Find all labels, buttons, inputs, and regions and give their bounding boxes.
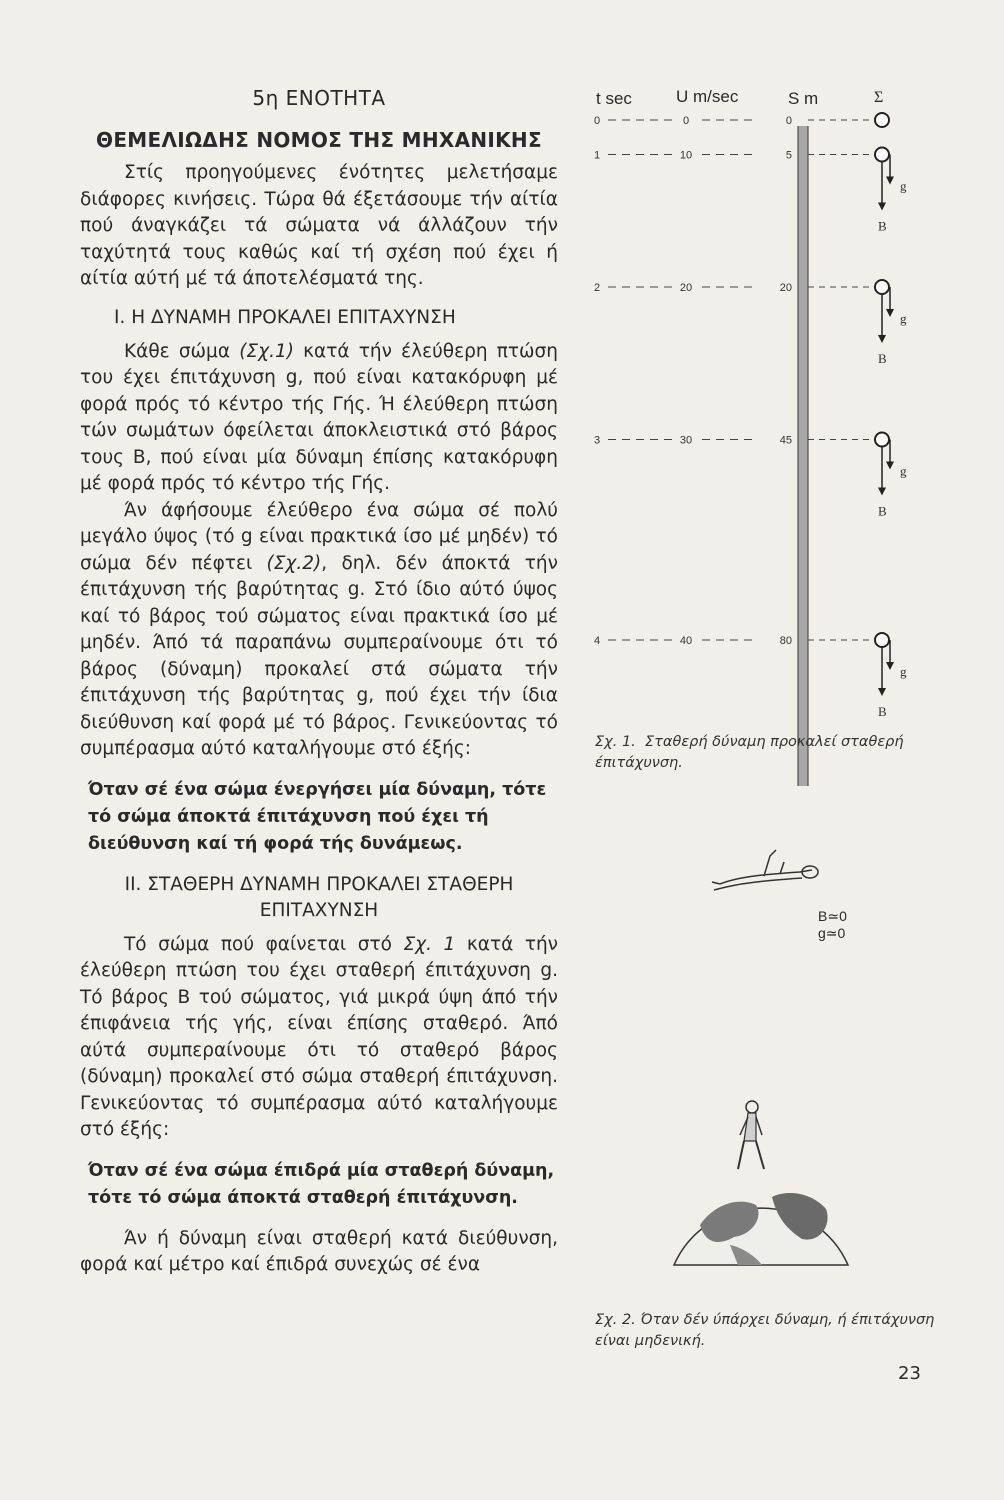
weight-arrowhead (878, 203, 886, 211)
row-t-value: 1 (594, 149, 601, 162)
section-1-heading: Ι. Η ΔΥΝΑΜΗ ΠΡΟΚΑΛΕΙ ΕΠΙΤΑΧΥΝΣΗ (114, 306, 456, 328)
section-2-heading: ΙΙ. ΣΤΑΘΕΡΗ ΔΥΝΑΜΗ ΠΡΟΚΑΛΕΙ ΣΤΑΘΕΡΗ ΕΠΙΤΑΧΥΝΣΗ (124, 873, 514, 921)
row-s-value: 0 (785, 115, 792, 127)
figure-2-space-body (700, 836, 850, 906)
row-t-value: 0 (594, 115, 601, 127)
figure-2-caption: Σχ. 2. Όταν δέν ύπάρχει δύναμη, ή έπιτάχυνση είναι μηδενική. (595, 1312, 935, 1349)
section-2-paragraph-2: Άν ή δύναμη είναι σταθερή κατά διεύθυνση, φορά καί μέτρο καί έπιδρά συνεχώς σέ ένα (80, 1227, 558, 1275)
b-label: B (878, 704, 887, 719)
header-s-m: S m (788, 89, 819, 108)
row-u-value: 0 (682, 115, 690, 127)
acceleration-arrowhead (886, 662, 894, 670)
row-s-value: 5 (785, 149, 792, 162)
row-u-value: 30 (679, 434, 693, 447)
measuring-pole (798, 126, 808, 786)
header-u-mps: U m/sec (676, 87, 739, 106)
section-1-paragraph-1: Κάθε σώμα (Σχ.1) κατά τήν έλεύθερη πτώση του έχει έπιτάχυνση g, πού είναι κατακόρυφη μέ φορά πρός τό κέντρο τής Γής. Ή έλεύθερη πτώση τών σωμάτων όφείλεται άποκλειστικά στό βάρος τους Β, πού είναι μία δύναμη έπίσης κατακόρυφη μέ φορά πρός τό κέντρο τής Γής. (80, 340, 558, 494)
falling-ball (875, 433, 889, 447)
intro-paragraph: Στίς προηγούμενες ένότητες μελετήσαμε διάφορες κινήσεις. Τώρα θά έξετάσουμε τήν αίτία πού άναγκάζει τά σώματα νά άλλάζουν τήν ταχύτητά τους καθώς καί τή σχέση πού έχει ή αίτία αύτή μέ τά άποτελέσματά της. (80, 162, 558, 289)
falling-ball (875, 633, 889, 647)
section-1-paragraph-2: Άν άφήσουμε έλεύθερο ένα σώμα σέ πολύ μεγάλο ύψος (τό g είναι πρακτικά ίσο μέ μηδέν) τό σώμα δέν πέφτει (Σχ.2), δηλ. δέν άποκτά τήν έπιτάχυνση τής βαρύτητας g. Στό ίδιο αύτό ύψος καί τό βάρος τού σώματος είναι πρακτικά ίσο μέ μηδέν. Άπό τά παραπάνω συμπεραίνουμε ότι τό βάρος (δύναμη) προκαλεί στά σώματα τήν έπιτάχυνση τής βαρύτητας g, πού έχει τήν ίδια διεύθυνση καί φορά μέ τό βάρος. Γενικεύοντας τό συμπέρασμα αύτό καταλήγουμε στό έξής: (80, 499, 558, 759)
weight-arrowhead (878, 335, 886, 343)
law-statement-2: Όταν σέ ένα σώμα έπιδρά μία σταθερή δύναμη, τότε τό σώμα άποκτά σταθερή έπιτάχυνση. (88, 1160, 555, 1208)
g-label: g (900, 664, 907, 679)
page-number: 23 (898, 1363, 921, 1384)
page-title: ΘΕΜΕΛΙΩΔΗΣ ΝΟΜΟΣ ΤΗΣ ΜΗΧΑΝΙΚΗΣ (96, 128, 542, 152)
row-s-value: 20 (779, 282, 792, 294)
earth-with-walker (660, 1085, 860, 1285)
row-t-value: 2 (594, 282, 601, 294)
acceleration-arrowhead (886, 309, 894, 317)
acceleration-arrowhead (886, 462, 894, 470)
row-t-value: 4 (594, 635, 601, 647)
b-label: B (878, 503, 887, 519)
acceleration-arrowhead (886, 177, 894, 185)
header-t-sec: t sec (596, 89, 632, 108)
falling-ball (875, 113, 889, 127)
figure-1-free-fall-table (588, 80, 948, 800)
sigma-label: Σ (874, 89, 884, 106)
figure-reference: (Σχ.2) (266, 552, 322, 574)
figure-1-drawing (588, 80, 948, 800)
weight-arrowhead (878, 688, 886, 696)
row-u-value: 20 (679, 282, 693, 294)
g-label: g (900, 178, 907, 194)
g-label: g (900, 311, 907, 326)
falling-ball (875, 148, 889, 162)
row-u-value: 10 (679, 149, 693, 162)
law-statement-1: Όταν σέ ένα σώμα ένεργήσει μία δύναμη, τότε τό σώμα άποκτά έπιτάχυνση πού έχει τή διεύθυνση καί τή φορά τής δυνάμεως. (88, 779, 547, 854)
row-u-value: 40 (679, 635, 693, 647)
weight-arrowhead (878, 488, 886, 496)
row-t-value: 3 (594, 434, 601, 447)
chapter-label: 5η ΕΝΟΤΗΤΑ (252, 86, 386, 110)
floating-person-icon (700, 836, 850, 906)
figure-1-caption: Σχ. 1. Σταθερή δύναμη προκαλεί σταθερή έπιτάχυνση. (595, 734, 904, 771)
main-text-column (80, 82, 558, 1279)
figure-reference: Σχ. 1 (403, 933, 456, 955)
globe-icon (660, 1085, 860, 1285)
figure-1-rows (594, 113, 907, 719)
row-s-value: 80 (779, 635, 792, 647)
falling-ball (875, 280, 889, 294)
weightless-equations: B≃0 g≃0 (818, 908, 847, 941)
row-s-value: 45 (779, 434, 792, 447)
b-label: B (878, 351, 887, 366)
g-label: g (900, 463, 907, 479)
figure-reference: (Σχ.1) (239, 340, 294, 362)
b-label: B (878, 218, 887, 234)
section-2-paragraph-1: Τό σώμα πού φαίνεται στό Σχ. 1 κατά τήν έλεύθερη πτώση του έχει σταθερή έπιτάχυνση g. Τό βάρος Β τού σώματος, γιά μικρά ύψη άπό τήν έπιφάνεια τής γής, είναι έπίσης σταθερό. Άπό αύτά συμπεραίνουμε ότι τό σταθερό βάρος (δύναμη) προκαλεί στό σώμα σταθερή έπιτάχυνση. Γενικεύοντας τό συμπέρασμα αύτό καταλήγουμε στό έξής: (80, 933, 559, 1140)
